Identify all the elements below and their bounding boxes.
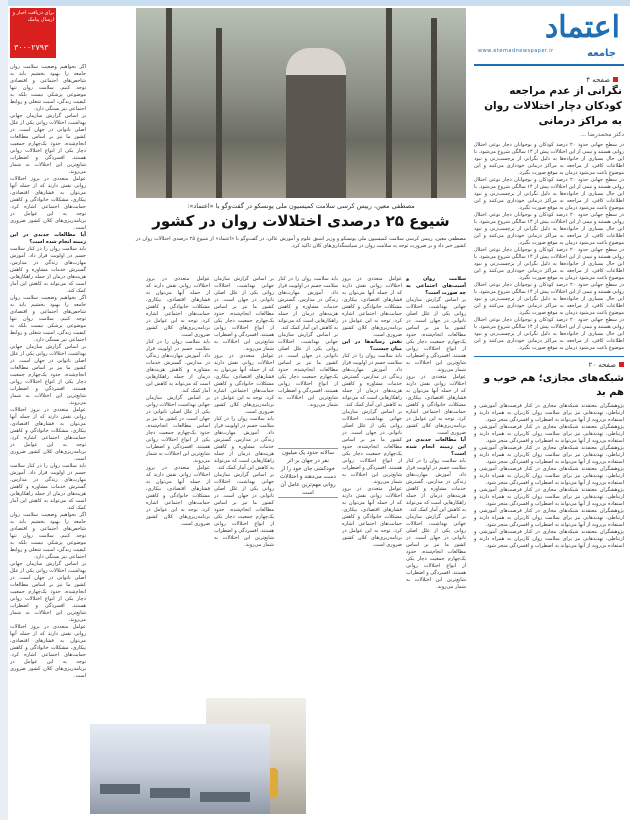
left-column xyxy=(10,8,88,814)
right-body-2-cont5: پژوهشگران معتقدند شبکه‌های مجازی در کنار فرصت‌های آموزشی و ارتباطی، تهدیدهایی نیز برای سلامت روان کاربران به همراه دارند و استفاده بی‌رویه از آنها می‌تواند به اضطراب و افسردگی منجر شود. xyxy=(474,508,624,528)
question-1: سلامت روان و آسیب‌های اجتماعی به چه صورت است؟ xyxy=(406,276,466,296)
left-text-column xyxy=(10,64,86,804)
main-caption: مصطفی معین، رییس کرسی سلامت کمیسیون ملی یونسکو در گفت‌وگو با «اعتماد»: xyxy=(187,202,415,210)
right-headline-2: شبکه‌های مجازی؛ هم خوب و هم بد xyxy=(483,373,624,398)
page-tag-label: صفحه ۴ xyxy=(586,76,610,84)
tree-trunk xyxy=(431,18,437,198)
left-body-i: اگر بخواهیم وضعیت سلامت روان جامعه را بهبود بخشیم باید به شاخص‌های اجتماعی و اقتصادی توجه کنیم. سلامت روان تنها موضوعی پزشکی نیست بلکه به کیفیت زندگی، امنیت شغلی و روابط اجتماعی نیز بستگی دارد. xyxy=(10,512,86,560)
column-5-text: عوامل متعددی در بروز اختلالات روانی نقش دارند که از جمله آنها می‌توان به فشارهای اقتصادی، بیکاری، مشکلات خانوادگی و کاهش حمایت‌های اجتماعی اشاره کرد. توجه به این عوامل در برنامه‌ریزی‌های کلان کشور ضروری است. xyxy=(146,276,210,338)
left-body-b: بر اساس گزارش سازمان جهانی بهداشت، اختلالات روانی یکی از علل اصلی ناتوانی در جهان است. در کشور ما نیز بر اساس مطالعات انجام‌شده، حدود یک‌چهارم جمعیت دچار یکی از انواع اختلالات روانی هستند. افسردگی و اضطراب شایع‌ترین این اختلالات به شمار می‌روند. xyxy=(10,113,86,175)
column-2-text: عوامل متعددی در بروز اختلالات روانی نقش دارند که از جمله آنها می‌توان به فشارهای اقتصادی، بیکاری، مشکلات خانوادگی و کاهش حمایت‌های اجتماعی اشاره کرد. توجه به این عوامل در برنامه‌ریزی‌های کلان کشور ضروری است. xyxy=(342,276,402,338)
bed-frame xyxy=(100,784,140,794)
masthead xyxy=(474,8,624,66)
page-tag-2-label: صفحه ۲۰ xyxy=(588,361,616,369)
tree-trunk xyxy=(216,28,222,198)
column-1-text-b: عوامل متعددی در بروز اختلالات روانی نقش دارند که از جمله آنها می‌توان به فشارهای اقتصادی، بیکاری، مشکلات خانوادگی و کاهش حمایت‌های اجتماعی اشاره کرد. توجه به این عوامل در برنامه‌ریزی‌های کلان کشور ضروری است. xyxy=(406,374,466,436)
person-figure xyxy=(286,48,346,198)
column-4-text: بر اساس گزارش سازمان جهانی بهداشت، اختلالات روانی یکی از علل اصلی ناتوانی در جهان است. در کشور ما نیز بر اساس مطالعات انجام‌شده، حدود یک‌چهارم جمعیت دچار یکی از انواع اختلالات روانی هستند. افسردگی و اضطراب شایع‌ترین این اختلالات به شمار می‌روند. xyxy=(214,276,274,352)
right-body-2-cont3: پژوهشگران معتقدند شبکه‌های مجازی در کنار فرصت‌های آموزشی و ارتباطی، تهدیدهایی نیز برای سلامت روان کاربران به همراه دارند و استفاده بی‌رویه از آنها می‌تواند به اضطراب و افسردگی منجر شود. xyxy=(474,466,624,486)
question-2: آیا مطالعات جدیدی در این زمینه انجام شده است؟ xyxy=(406,437,466,457)
pull-quote: سالانه حدود یک میلیون نفر در جهان بر اثر خودکشی جان خود را از دست می‌دهند و اختلالات روانی مهم‌ترین عامل آن است xyxy=(278,448,338,498)
left-body-e: اگر بخواهیم وضعیت سلامت روان جامعه را بهبود بخشیم باید به شاخص‌های اجتماعی و اقتصادی توجه کنیم. سلامت روان تنها موضوعی پزشکی نیست بلکه به کیفیت زندگی، امنیت شغلی و روابط اجتماعی نیز بستگی دارد. xyxy=(10,295,86,343)
sms-box xyxy=(10,8,56,58)
column-3-text: باید سلامت روان را در کنار سلامت جسم در اولویت قرار داد. آموزش مهارت‌های زندگی در مدارس، گسترش خدمات مشاوره و کاهش هزینه‌های درمان از جمله راهکارهایی است که می‌تواند به کاهش این آمار کمک کند. xyxy=(278,276,338,331)
section-name: جامعه xyxy=(587,48,616,59)
column-2-text-b: باید سلامت روان را در کنار سلامت جسم در اولویت قرار داد. آموزش مهارت‌های زندگی در مدارس، گسترش خدمات مشاوره و کاهش هزینه‌های درمان از جمله راهکارهایی است که می‌تواند به کاهش این آمار کمک کند. xyxy=(342,353,402,408)
right-body-cont4: در سطح جهانی حدود ۲۰ درصد کودکان و نوجوانان دچار نوعی اختلال روانی هستند و نیمی از این اختلالات پیش از ۱۴ سالگی شروع می‌شود. با این حال بسیاری از خانواده‌ها به دلیل نگرانی از برچسب‌زنی و نبود اطلاعات کافی، از مراجعه به مراکز درمانی خودداری می‌کنند و این موضوع باعث می‌شود درمان به موقع صورت نگیرد. xyxy=(474,282,624,316)
tree-trunk xyxy=(166,8,172,198)
column-2-text-c: بر اساس گزارش سازمان جهانی بهداشت، اختلالات روانی یکی از علل اصلی ناتوانی در جهان است. در کشور ما نیز بر اساس مطالعات انجام‌شده، حدود یک‌چهارم جمعیت دچار یکی از انواع اختلالات روانی هستند. افسردگی و اضطراب شایع‌ترین این اختلالات به شمار می‌روند. xyxy=(342,409,402,485)
red-square-icon xyxy=(619,362,624,367)
column-3-text-b: بر اساس گزارش سازمان جهانی بهداشت، اختلالات روانی یکی از علل اصلی ناتوانی در جهان است. در کشور ما نیز بر اساس مطالعات انجام‌شده، حدود یک‌چهارم جمعیت دچار یکی از انواع اختلالات روانی هستند. افسردگی و اضطراب شایع‌ترین این اختلالات به شمار می‌روند. xyxy=(278,332,338,408)
column-2-text-d: عوامل متعددی در بروز اختلالات روانی نقش دارند که از جمله آنها می‌توان به فشارهای اقتصادی، بیکاری، مشکلات خانوادگی و کاهش حمایت‌های اجتماعی اشاره کرد. توجه به این عوامل در برنامه‌ریزی‌های کلان کشور ضروری است. xyxy=(342,486,402,548)
left-body-k: عوامل متعددی در بروز اختلالات روانی نقش دارند که از جمله آنها می‌توان به فشارهای اقتصادی، بیکاری، مشکلات خانوادگی و کاهش حمایت‌های اجتماعی اشاره کرد. توجه به این عوامل در برنامه‌ریزی‌های کلان کشور ضروری است. xyxy=(10,624,86,679)
text-column-4 xyxy=(214,276,274,686)
left-margin-strip xyxy=(0,0,8,820)
column-4-text-c: باید سلامت روان را در کنار سلامت جسم در اولویت قرار داد. آموزش مهارت‌های زندگی در مدارس، گسترش خدمات مشاوره و کاهش هزینه‌های درمان از جمله راهکارهایی است که می‌تواند به کاهش این آمار کمک کند. xyxy=(214,416,274,471)
left-body-h: باید سلامت روان را در کنار سلامت جسم در اولویت قرار داد. آموزش مهارت‌های زندگی در مدارس، گسترش خدمات مشاوره و کاهش هزینه‌های درمان از جمله راهکارهایی است که می‌تواند به کاهش این آمار کمک کند. xyxy=(10,463,86,511)
text-column-5 xyxy=(146,276,210,686)
text-column-1 xyxy=(406,276,466,686)
left-body-g: عوامل متعددی در بروز اختلالات روانی نقش دارند که از جمله آنها می‌توان به فشارهای اقتصادی، بیکاری، مشکلات خانوادگی و کاهش حمایت‌های اجتماعی اشاره کرد. توجه به این عوامل در برنامه‌ریزی‌های کلان کشور ضروری است. xyxy=(10,407,86,462)
right-body: در سطح جهانی حدود ۲۰ درصد کودکان و نوجوانان دچار نوعی اختلال روانی هستند و نیمی از این اختلالات پیش از ۱۴ سالگی شروع می‌شود. با این حال بسیاری از خانواده‌ها به دلیل نگرانی از برچسب‌زنی و نبود اطلاعات کافی، از مراجعه به مراکز درمانی خودداری می‌کنند و این موضوع باعث می‌شود درمان به موقع صورت نگیرد. xyxy=(474,142,624,176)
right-body-2: پژوهشگران معتقدند شبکه‌های مجازی در کنار فرصت‌های آموزشی و ارتباطی، تهدیدهایی نیز برای سلامت روان کاربران به همراه دارند و استفاده بی‌رویه از آنها می‌تواند به اضطراب و افسردگی منجر شود. xyxy=(474,403,624,423)
bottom-photo-ward xyxy=(90,724,270,814)
right-body-cont2: در سطح جهانی حدود ۲۰ درصد کودکان و نوجوانان دچار نوعی اختلال روانی هستند و نیمی از این اختلالات پیش از ۱۴ سالگی شروع می‌شود. با این حال بسیاری از خانواده‌ها به دلیل نگرانی از برچسب‌زنی و نبود اطلاعات کافی، از مراجعه به مراکز درمانی خودداری می‌کنند و این موضوع باعث می‌شود درمان به موقع صورت نگیرد. xyxy=(474,212,624,246)
right-body-cont: در سطح جهانی حدود ۲۰ درصد کودکان و نوجوانان دچار نوعی اختلال روانی هستند و نیمی از این اختلالات پیش از ۱۴ سالگی شروع می‌شود. با این حال بسیاری از خانواده‌ها به دلیل نگرانی از برچسب‌زنی و نبود اطلاعات کافی، از مراجعه به مراکز درمانی خودداری می‌کنند و این موضوع باعث می‌شود درمان به موقع صورت نگیرد. xyxy=(474,177,624,211)
column-1-text: بر اساس گزارش سازمان جهانی بهداشت، اختلالات روانی یکی از علل اصلی ناتوانی در جهان است. در کشور ما نیز بر اساس مطالعات انجام‌شده، حدود یک‌چهارم جمعیت دچار یکی از انواع اختلالات روانی هستند. افسردگی و اضطراب شایع‌ترین این اختلالات به شمار می‌روند. xyxy=(406,297,466,373)
bed-frame xyxy=(150,788,190,798)
right-byline: دکتر محمدرضا ... xyxy=(580,131,624,138)
main-photo xyxy=(136,8,466,198)
page-tag xyxy=(586,76,618,84)
right-body-cont3: در سطح جهانی حدود ۲۰ درصد کودکان و نوجوانان دچار نوعی اختلال روانی هستند و نیمی از این اختلالات پیش از ۱۴ سالگی شروع می‌شود. با این حال بسیاری از خانواده‌ها به دلیل نگرانی از برچسب‌زنی و نبود اطلاعات کافی، از مراجعه به مراکز درمانی خودداری می‌کنند و این موضوع باعث می‌شود درمان به موقع صورت نگیرد. xyxy=(474,247,624,281)
column-4-text-d: بر اساس گزارش سازمان جهانی بهداشت، اختلالات روانی یکی از علل اصلی ناتوانی در جهان است. در کشور ما نیز بر اساس مطالعات انجام‌شده، حدود یک‌چهارم جمعیت دچار یکی از انواع اختلالات روانی هستند. افسردگی و اضطراب شایع‌ترین این اختلالات به شمار می‌روند. xyxy=(214,472,274,548)
left-body-c: عوامل متعددی در بروز اختلالات روانی نقش دارند که از جمله آنها می‌توان به فشارهای اقتصادی، بیکاری، مشکلات خانوادگی و کاهش حمایت‌های اجتماعی اشاره کرد. توجه به این عوامل در برنامه‌ریزی‌های کلان کشور ضروری است. xyxy=(10,176,86,231)
column-5-text-d: عوامل متعددی در بروز اختلالات روانی نقش دارند که از جمله آنها می‌توان به فشارهای اقتصادی، بیکاری، مشکلات خانوادگی و کاهش حمایت‌های اجتماعی اشاره کرد. توجه به این عوامل در برنامه‌ریزی‌های کلان کشور ضروری است. xyxy=(146,465,210,527)
bed-frame xyxy=(200,792,250,802)
question-3: نقش رسانه‌ها در این میان چیست؟ xyxy=(342,339,402,352)
main-lead: مصطفی معین، رییس کرسی سلامت کمیسیون ملی یونسکو و وزیر اسبق علوم و آموزش عالی، در گفت‌وگو با «اعتماد» از شیوع ۲۵ درصدی اختلالات روان در کشور خبر داد و بر ضرورت توجه به سلامت روان در سیاستگذاری‌های کلان تاکید کرد. xyxy=(136,236,466,249)
left-body-j: بر اساس گزارش سازمان جهانی بهداشت، اختلالات روانی یکی از علل اصلی ناتوانی در جهان است. در کشور ما نیز بر اساس مطالعات انجام‌شده، حدود یک‌چهارم جمعیت دچار یکی از انواع اختلالات روانی هستند. افسردگی و اضطراب شایع‌ترین این اختلالات به شمار می‌روند. xyxy=(10,561,86,623)
left-body-f: بر اساس گزارش سازمان جهانی بهداشت، اختلالات روانی یکی از علل اصلی ناتوانی در جهان است. در کشور ما نیز بر اساس مطالعات انجام‌شده، حدود یک‌چهارم جمعیت دچار یکی از انواع اختلالات روانی هستند. افسردگی و اضطراب شایع‌ترین این اختلالات به شمار می‌روند. xyxy=(10,344,86,406)
right-body-cont5: در سطح جهانی حدود ۲۰ درصد کودکان و نوجوانان دچار نوعی اختلال روانی هستند و نیمی از این اختلالات پیش از ۱۴ سالگی شروع می‌شود. با این حال بسیاری از خانواده‌ها به دلیل نگرانی از برچسب‌زنی و نبود اطلاعات کافی، از مراجعه به مراکز درمانی خودداری می‌کنند و این موضوع باعث می‌شود درمان به موقع صورت نگیرد. xyxy=(474,317,624,351)
main-title: شیوع ۲۵ درصدی اختلالات روان در کشور xyxy=(152,212,450,230)
top-color-bar xyxy=(0,0,630,6)
divider xyxy=(474,356,624,357)
column-1-text-d: بر اساس گزارش سازمان جهانی بهداشت، اختلالات روانی یکی از علل اصلی ناتوانی در جهان است. در کشور ما نیز بر اساس مطالعات انجام‌شده، حدود یک‌چهارم جمعیت دچار یکی از انواع اختلالات روانی هستند. افسردگی و اضطراب شایع‌ترین این اختلالات به شمار می‌روند. xyxy=(406,514,466,590)
newspaper-logo: اعتماد xyxy=(544,10,620,45)
column-1-text-c: باید سلامت روان را در کنار سلامت جسم در اولویت قرار داد. آموزش مهارت‌های زندگی در مدارس، گسترش خدمات مشاوره و کاهش هزینه‌های درمان از جمله راهکارهایی است که می‌تواند به کاهش این آمار کمک کند. xyxy=(406,458,466,513)
left-question: آیا مطالعات جدیدی در این زمینه انجام شده است؟ xyxy=(10,232,86,245)
right-body-2-cont4: پژوهشگران معتقدند شبکه‌های مجازی در کنار فرصت‌های آموزشی و ارتباطی، تهدیدهایی نیز برای سلامت روان کاربران به همراه دارند و استفاده بی‌رویه از آنها می‌تواند به اضطراب و افسردگی منجر شود. xyxy=(474,487,624,507)
text-column-2 xyxy=(342,276,402,686)
right-body-2-cont6: پژوهشگران معتقدند شبکه‌های مجازی در کنار فرصت‌های آموزشی و ارتباطی، تهدیدهایی نیز برای سلامت روان کاربران به همراه دارند و استفاده بی‌رویه از آنها می‌تواند به اضطراب و افسردگی منجر شود. xyxy=(474,529,624,549)
right-body-2-cont: پژوهشگران معتقدند شبکه‌های مجازی در کنار فرصت‌های آموزشی و ارتباطی، تهدیدهایی نیز برای سلامت روان کاربران به همراه دارند و استفاده بی‌رویه از آنها می‌تواند به اضطراب و افسردگی منجر شود. xyxy=(474,424,624,444)
column-5-text-c: بر اساس گزارش سازمان جهانی بهداشت، اختلالات روانی یکی از علل اصلی ناتوانی در جهان است. در کشور ما نیز بر اساس مطالعات انجام‌شده، حدود یک‌چهارم جمعیت دچار یکی از انواع اختلالات روانی هستند. افسردگی و اضطراب شایع‌ترین این اختلالات به شمار می‌روند. xyxy=(146,395,210,464)
red-square-icon xyxy=(613,77,618,82)
sms-number: ۳۰۰۰۲۷۹۳ xyxy=(14,43,49,52)
right-headline: نگرانی از عدم مراجعه کودکان دچار اختلالات روان به مراکز درمانی xyxy=(484,85,622,127)
tree-trunk xyxy=(386,8,392,198)
page-tag-2 xyxy=(474,361,624,369)
text-column-3 xyxy=(278,276,338,444)
newspaper-url: www.etemadnewspaper.ir xyxy=(478,48,554,54)
column-4-text-b: عوامل متعددی در بروز اختلالات روانی نقش دارند که از جمله آنها می‌توان به فشارهای اقتصادی، بیکاری، مشکلات خانوادگی و کاهش حمایت‌های اجتماعی اشاره کرد. توجه به این عوامل در برنامه‌ریزی‌های کلان کشور ضروری است. xyxy=(214,353,274,415)
left-body-d: باید سلامت روان را در کنار سلامت جسم در اولویت قرار داد. آموزش مهارت‌های زندگی در مدارس، گسترش خدمات مشاوره و کاهش هزینه‌های درمان از جمله راهکارهایی است که می‌تواند به کاهش این آمار کمک کند. xyxy=(10,246,86,294)
right-body-2-cont2: پژوهشگران معتقدند شبکه‌های مجازی در کنار فرصت‌های آموزشی و ارتباطی، تهدیدهایی نیز برای سلامت روان کاربران به همراه دارند و استفاده بی‌رویه از آنها می‌تواند به اضطراب و افسردگی منجر شود. xyxy=(474,445,624,465)
left-body: اگر بخواهیم وضعیت سلامت روان جامعه را بهبود بخشیم باید به شاخص‌های اجتماعی و اقتصادی توجه کنیم. سلامت روان تنها موضوعی پزشکی نیست بلکه به کیفیت زندگی، امنیت شغلی و روابط اجتماعی نیز بستگی دارد. xyxy=(10,64,86,112)
column-5-text-b: باید سلامت روان را در کنار سلامت جسم در اولویت قرار داد. آموزش مهارت‌های زندگی در مدارس، گسترش خدمات مشاوره و کاهش هزینه‌های درمان از جمله راهکارهایی است که می‌تواند به کاهش این آمار کمک کند. xyxy=(146,339,210,394)
right-column xyxy=(474,8,624,814)
sms-box-text: برای دریافت اخبار و ارسال پیامک xyxy=(12,10,54,23)
